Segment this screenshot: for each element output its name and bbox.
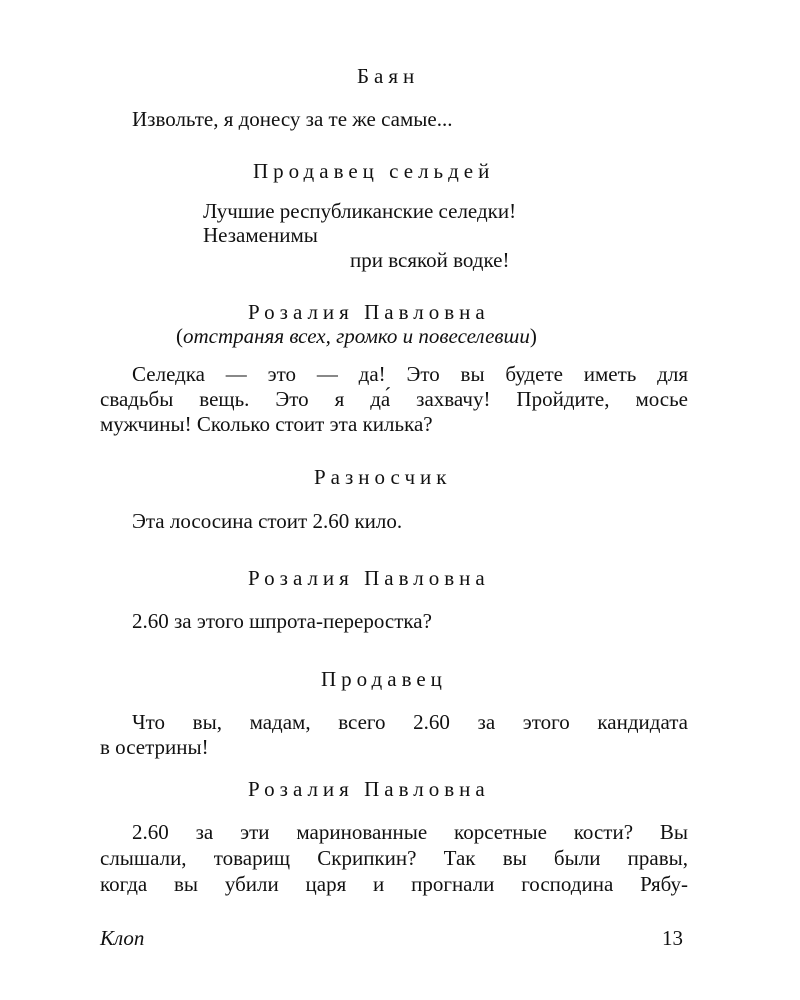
verse-line: при всякой водке! bbox=[350, 248, 510, 272]
paren-open: ( bbox=[176, 324, 183, 348]
paragraph-line: свадьбы вещь. Это я да́ захвачу! Пройдите, мосье bbox=[100, 387, 688, 411]
speaker-bayan: Баян bbox=[357, 64, 420, 88]
verse-line: Лучшие республиканские селедки! bbox=[203, 199, 517, 223]
paren-close: ) bbox=[529, 324, 537, 348]
page-number: 13 bbox=[662, 926, 683, 950]
dialogue-line: 2.60 за этого шпрота-переростка? bbox=[132, 609, 432, 633]
paragraph-line: когда вы убили царя и прогнали господина Рябу- bbox=[100, 872, 688, 896]
speaker-seller: Продавец bbox=[321, 667, 447, 691]
paragraph-line: слышали, товарищ Скрипкин? Так вы были правы, bbox=[100, 846, 688, 870]
paragraph-line: в осетрины! bbox=[100, 735, 209, 759]
speaker-rozaliya: Розалия Павловна bbox=[248, 300, 490, 324]
dialogue-line: Эта лососина стоит 2.60 кило. bbox=[132, 509, 403, 533]
running-footer-title: Клоп bbox=[100, 926, 145, 950]
stage-direction bbox=[176, 323, 537, 349]
speaker-herring-seller: Продавец сельдей bbox=[253, 159, 495, 183]
paragraph-line: мужчины! Сколько стоит эта килька? bbox=[100, 412, 433, 436]
paragraph-line: 2.60 за эти маринованные корсетные кости? Вы bbox=[132, 820, 688, 844]
stage-direction-text: отстраняя всех, громко и повеселевши bbox=[183, 324, 530, 348]
dialogue-line: Извольте, я донесу за те же самые... bbox=[132, 107, 453, 131]
paragraph-line: Селедка — это — да! Это вы будете иметь для bbox=[132, 362, 688, 386]
verse-line: Незаменимы bbox=[203, 223, 318, 247]
speaker-rozaliya: Розалия Павловна bbox=[248, 566, 490, 590]
speaker-rozaliya: Розалия Павловна bbox=[248, 777, 490, 801]
paragraph-line: Что вы, мадам, всего 2.60 за этого кандидата bbox=[132, 710, 688, 734]
speaker-peddler: Разносчик bbox=[314, 465, 452, 489]
